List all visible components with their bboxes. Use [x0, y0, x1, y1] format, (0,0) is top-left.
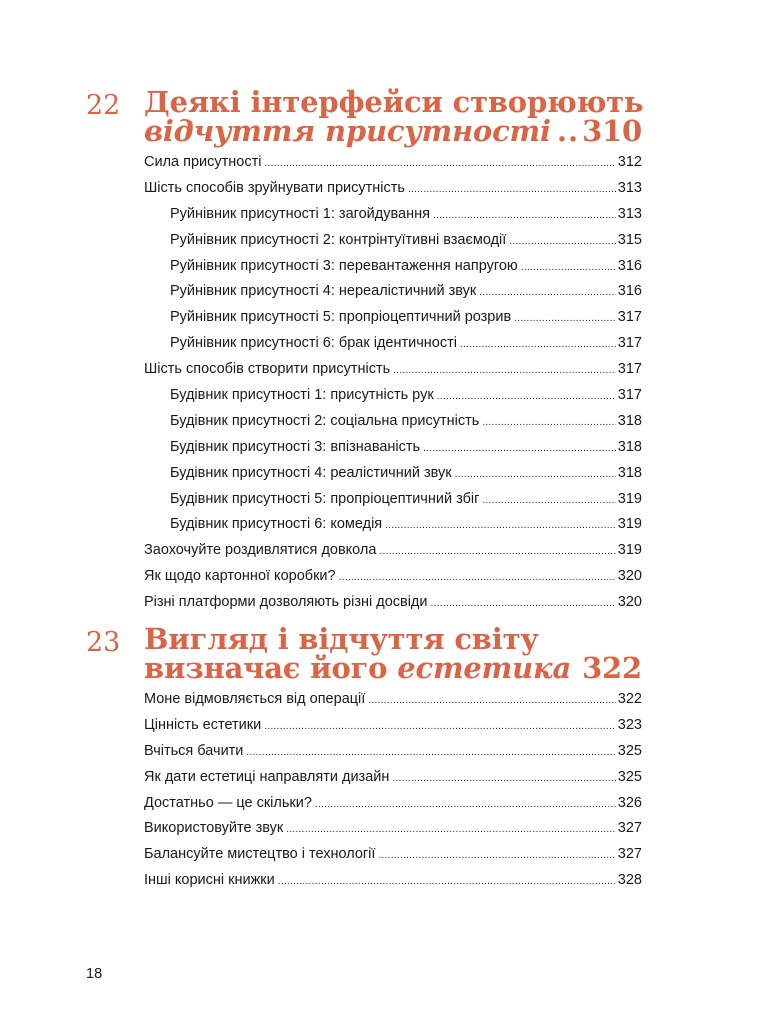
toc-entry-page: 327 [617, 820, 642, 837]
leader-dots [433, 203, 616, 229]
toc-entry-page: 318 [617, 438, 642, 455]
toc-entry[interactable] [144, 765, 642, 791]
toc-entry-page: 319 [617, 490, 642, 507]
toc-entries [144, 150, 642, 616]
toc-entry-page: 318 [617, 464, 642, 481]
toc-entry-title: Будівник присутності 2: соціальна присутність [170, 412, 480, 429]
toc-entry[interactable] [144, 816, 642, 842]
leader-dots [379, 539, 615, 565]
toc-entry-title: Вчіться бачити [144, 742, 244, 759]
toc-entry[interactable] [144, 409, 642, 435]
chapter-heading [86, 622, 642, 685]
toc-entry[interactable] [144, 791, 642, 817]
chapter-title-line1: Вигляд і відчуття світу [144, 622, 539, 656]
leader-dots [385, 513, 616, 539]
toc-entry-title: Балансуйте мистецтво і технології [144, 846, 376, 863]
toc-entry-title: Будівник присутності 5: пропріоцептичний збіг [170, 490, 480, 507]
toc-entry-title: Руйнівник присутності 5: пропріоцептичний розрив [170, 309, 512, 326]
chapter-title-italic: відчуття присутності [144, 114, 551, 148]
page-number: 18 [86, 966, 103, 982]
toc-entry-page: 323 [617, 716, 642, 733]
leader-dots [431, 591, 616, 617]
toc-entry[interactable] [144, 487, 642, 513]
toc-entry[interactable] [144, 279, 642, 305]
chapter-title-regular: визначає його [144, 651, 388, 685]
toc-entry[interactable] [144, 254, 642, 280]
toc-entry-page: 319 [617, 516, 642, 533]
toc-entry-title: Будівник присутності 6: комедія [170, 516, 383, 533]
leader-dots [557, 117, 578, 146]
toc-entry[interactable] [144, 842, 642, 868]
toc-entry[interactable] [144, 435, 642, 461]
toc-entry[interactable] [144, 687, 642, 713]
toc-entry-title: Інші корисні книжки [144, 872, 275, 889]
toc-entry-title: Руйнівник присутності 2: контрінтуїтивні взаємодії [170, 231, 507, 248]
leader-dots [479, 280, 616, 306]
toc-entry-page: 328 [617, 872, 642, 889]
toc-entry[interactable] [144, 331, 642, 357]
toc-entry-page: 325 [617, 768, 642, 785]
toc-entry-page: 317 [617, 335, 642, 352]
leader-dots [264, 714, 616, 740]
chapter-number: 23 [86, 627, 121, 658]
toc-entry[interactable] [144, 739, 642, 765]
toc-entry-page: 313 [617, 179, 642, 196]
leader-dots [378, 843, 615, 869]
toc-entry-title: Будівник присутності 4: реалістичний звук [170, 464, 452, 481]
toc-entry[interactable] [144, 590, 642, 616]
chapter-title-line1: Деякі інтерфейси створюють [144, 85, 644, 119]
toc-entry-title: Руйнівник присутності 6: брак ідентичності [170, 335, 457, 352]
leader-dots [408, 177, 616, 203]
toc-entry[interactable] [144, 564, 642, 590]
leader-dots [246, 740, 615, 766]
leader-dots [514, 306, 616, 332]
leader-dots [423, 436, 616, 462]
toc-entries [144, 687, 642, 894]
toc-entry-page: 312 [617, 154, 642, 170]
toc-entry[interactable] [144, 538, 642, 564]
leader-dots [455, 462, 616, 488]
toc-entry-title: Будівник присутності 1: присутність рук [170, 387, 434, 404]
toc-entry-page: 315 [617, 231, 642, 248]
chapter-page: 322 [582, 651, 642, 685]
chapter-title[interactable] [144, 622, 642, 685]
toc-entry-page: 316 [617, 257, 642, 274]
toc-entry[interactable] [144, 202, 642, 228]
toc-entry[interactable] [144, 713, 642, 739]
toc-entry-page: 316 [617, 283, 642, 300]
toc-entry[interactable] [144, 383, 642, 409]
leader-dots [482, 488, 615, 514]
chapter-title-italic: естетика [397, 651, 572, 685]
leader-dots [392, 766, 615, 792]
leader-dots [437, 384, 616, 410]
toc-entry-page: 322 [617, 691, 642, 707]
toc-entry-title: Використовуйте звук [144, 820, 284, 837]
toc-entry-page: 320 [617, 568, 642, 585]
toc-entry-page: 319 [617, 542, 642, 559]
chapter-heading [86, 85, 644, 148]
chapter-page: 310 [582, 114, 642, 148]
toc-entry-title: Достатньо — це скільки? [144, 794, 312, 811]
toc-entry-title: Як дати естетиці направляти дизайн [144, 768, 390, 785]
leader-dots [509, 229, 616, 255]
toc-entry[interactable] [144, 868, 642, 894]
chapter-title-line2 [144, 651, 642, 685]
toc-entry-page: 313 [617, 205, 642, 222]
toc-entry-title: Як щодо картонної коробки? [144, 568, 336, 585]
toc-entry-title: Сила присутності [144, 154, 262, 170]
leader-dots [460, 332, 616, 358]
leader-dots [278, 869, 616, 895]
leader-dots [264, 151, 615, 177]
toc-entry-title: Шість способів зруйнувати присутність [144, 179, 405, 196]
toc-entry-page: 327 [617, 846, 642, 863]
toc-entry-page: 318 [617, 412, 642, 429]
toc-entry[interactable] [144, 512, 642, 538]
chapter-title-line2 [144, 114, 642, 148]
leader-dots [368, 688, 615, 714]
toc-entry[interactable] [144, 176, 642, 202]
chapter-title[interactable] [144, 85, 644, 148]
toc-entry-title: Руйнівник присутності 1: загойдування [170, 205, 430, 222]
toc-entry-page: 317 [617, 387, 642, 404]
leader-dots [577, 654, 578, 683]
toc-entry-title: Руйнівник присутності 3: перевантаження напругою [170, 257, 518, 274]
toc-entry-title: Різні платформи дозволяють різні досвіди [144, 594, 428, 611]
toc-entry-page: 325 [617, 742, 642, 759]
toc-entry-title: Моне відмовляється від операції [144, 691, 366, 707]
toc-entry-title: Цінність естетики [144, 716, 262, 733]
chapter-23 [86, 622, 642, 889]
toc-entry[interactable] [144, 150, 642, 176]
toc-entry-title: Будівник присутності 3: впізнаваність [170, 438, 421, 455]
toc-entry-title: Шість способів створити присутність [144, 361, 391, 378]
toc-entry-page: 317 [617, 309, 642, 326]
toc-entry[interactable] [144, 357, 642, 383]
toc-entry[interactable] [144, 461, 642, 487]
toc-entry-page: 320 [617, 594, 642, 611]
leader-dots [482, 410, 615, 436]
leader-dots [339, 565, 616, 591]
toc-entry-title: Заохочуйте роздивлятися довкола [144, 542, 377, 559]
toc-entry-page: 317 [617, 361, 642, 378]
chapter-22 [86, 85, 644, 611]
chapter-number: 22 [86, 90, 121, 121]
toc-entry[interactable] [144, 305, 642, 331]
leader-dots [286, 817, 616, 843]
toc-entry[interactable] [144, 228, 642, 254]
toc-entry-page: 326 [617, 794, 642, 811]
toc-entry-title: Руйнівник присутності 4: нереалістичний звук [170, 283, 477, 300]
leader-dots [315, 792, 616, 818]
leader-dots [393, 358, 616, 384]
leader-dots [521, 255, 616, 281]
